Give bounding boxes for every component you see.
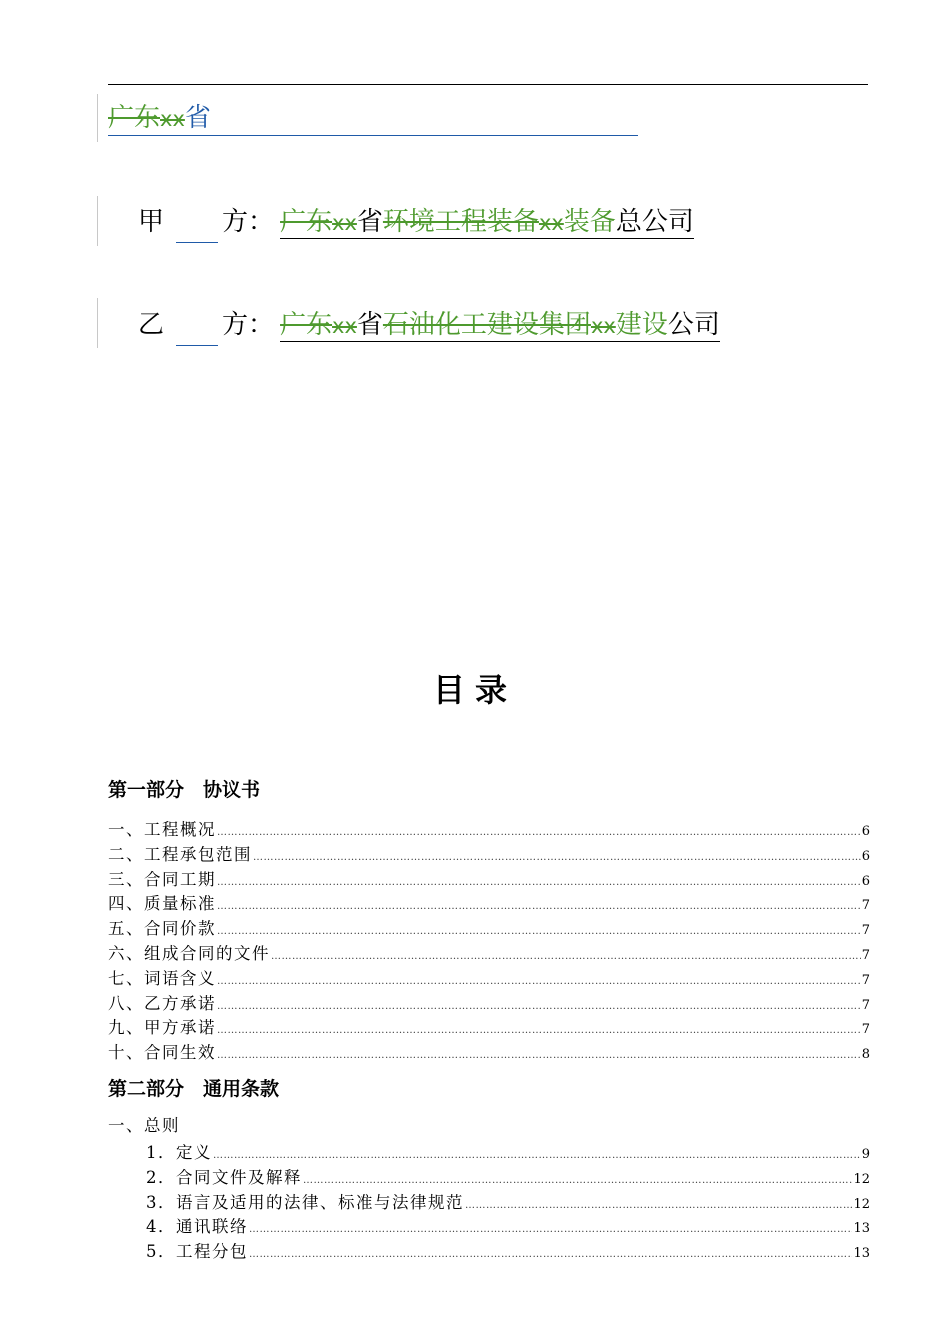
toc-entry-page: 12 [853,1196,870,1212]
toc-leader-dots [217,1025,861,1036]
toc-entry-page: 12 [853,1171,870,1187]
toc-entry[interactable] [108,841,870,866]
party-a-name: 广东xx省环境工程装备xx装备总公司 [280,207,694,237]
toc-entry-page: 6 [861,824,870,839]
toc-entry[interactable] [108,965,870,990]
toc-entry[interactable] [108,1164,870,1189]
toc-entry-label: 2．合同文件及解释 [146,1167,302,1187]
toc-entry[interactable] [108,890,870,915]
change-bar [97,196,98,246]
toc-entry-label: 3．语言及适用的法律、标准与法律规范 [146,1192,464,1212]
toc-entry[interactable] [108,1139,870,1164]
toc-leader-dots [249,1224,852,1235]
toc-entry[interactable] [108,816,870,841]
change-bar [97,94,98,142]
party-a-role-suffix: 方： [222,207,275,237]
toc-entry-label: 九、甲方承诺 [108,1018,216,1038]
toc-entry-page: 7 [861,972,870,988]
party-a-role: 甲 [138,207,165,237]
toc-entry[interactable] [108,1189,870,1214]
toc-leader-dots [253,852,861,863]
toc-part2-list [108,1139,870,1263]
inserted-text: 省 [184,103,211,133]
toc-entry-label: 一、工程概况 [108,820,216,839]
toc-entry-label: 二、工程承包范围 [108,844,252,864]
toc-entry-label: 七、词语含义 [108,968,216,988]
toc-leader-dots [465,1200,852,1211]
toc-entry-page: 7 [861,898,870,914]
toc-entry[interactable] [108,1039,870,1064]
toc-entry-page: 8 [861,1047,870,1063]
toc-title: 目录 [432,671,517,709]
toc-leader-dots [217,877,861,888]
toc-section-general: 一、总则 [108,1116,180,1135]
toc-entry-page: 13 [853,1246,870,1262]
party-b-role-suffix: 方： [222,310,275,340]
party-b-role: 乙 [138,310,165,340]
blank-underline [176,220,218,243]
toc-entry-label: 八、乙方承诺 [108,993,216,1013]
deleted-text: xx [160,107,185,131]
toc-leader-dots [303,1175,852,1186]
province-line [108,101,638,136]
toc-part2-heading: 第二部分 通用条款 [108,1078,280,1100]
toc-entry-label: 4．通讯联络 [146,1217,248,1237]
header-rule [108,84,868,85]
toc-part1-list [108,816,870,1064]
toc-entry-page: 7 [861,1022,870,1038]
toc-entry[interactable] [108,990,870,1015]
toc-leader-dots [217,1050,861,1061]
toc-leader-dots [217,1001,861,1012]
toc-leader-dots [217,827,861,838]
toc-entry-label: 四、质量标准 [108,894,216,914]
toc-entry-page: 9 [861,1147,870,1162]
toc-entry-label: 三、合同工期 [108,869,216,889]
toc-entry[interactable] [108,866,870,891]
toc-entry-label: 5．工程分包 [146,1242,248,1262]
toc-entry-page: 6 [861,873,870,889]
toc-leader-dots [271,951,861,962]
toc-entry-label: 六、组成合同的文件 [108,943,270,963]
toc-entry[interactable] [108,1213,870,1238]
toc-entry-label: 五、合同价款 [108,919,216,939]
toc-entry[interactable] [108,1014,870,1039]
toc-entry[interactable] [108,1238,870,1263]
toc-entry-label: 十、合同生效 [108,1043,216,1063]
party-b-line [138,305,720,345]
toc-leader-dots [217,976,861,987]
toc-part1-heading: 第一部分 协议书 [108,779,261,801]
deleted-text: 广东 [108,103,161,133]
toc-entry-page: 7 [861,947,870,963]
toc-entry-page: 7 [861,997,870,1013]
toc-entry-page: 6 [861,848,870,864]
blank-underline [176,323,218,346]
toc-entry-label: 1．定义 [146,1143,212,1162]
party-a-line [138,202,694,242]
toc-entry[interactable] [108,915,870,940]
change-bar [97,298,98,348]
party-b-name: 广东xx省石油化工建设集团xx建设公司 [280,310,720,340]
toc-entry-page: 7 [861,923,870,939]
toc-entry[interactable] [108,940,870,965]
toc-leader-dots [217,926,861,937]
toc-leader-dots [213,1150,861,1161]
toc-leader-dots [249,1249,852,1260]
toc-leader-dots [217,901,861,912]
toc-entry-page: 13 [853,1221,870,1237]
